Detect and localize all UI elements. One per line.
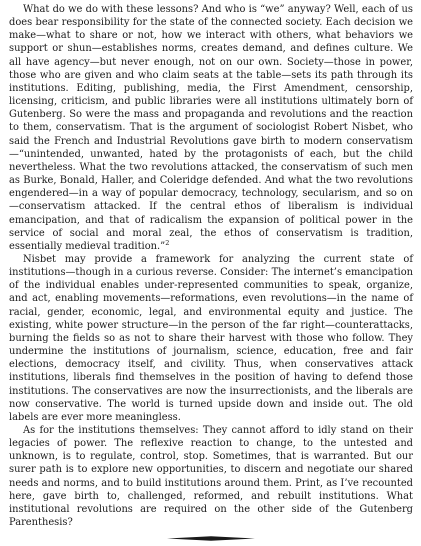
footnote-marker[interactable]: 2 <box>165 238 170 247</box>
section-end-ornament <box>167 536 255 541</box>
paragraph-text: As for the institutions themselves: They cannot afford to idly stand on their legacies of power. The reflexive reaction to change, to the untested and unknown, is to regulate, control, stop. Sometimes, that is warranted. But our surer path is to explore new opportunities, to discern and negotiate our shared needs and norms, and to build institutions around them. Print, as I’ve recounted here, gave birth to, challenged, reformed, and rebuilt institutions. What institutional revolutions are required on the other side of the Gutenberg Parenthesis? <box>9 425 413 529</box>
paragraph <box>9 253 413 424</box>
page-body <box>9 3 413 529</box>
paragraph <box>9 3 413 253</box>
paragraph-text: What do we do with these lessons? And who is “we” anyway? Well, each of us does bear responsibility for the state of the connected society. Each decision we make—what to share or not, how we interact with others, what behaviors we support or shun—establishes norms, creates demand, and defines culture. We all have agency—but never enough, not on our own. Society—those in power, those who are given and who claim seats at the table—sets its path through its institutions. Editing, publishing, media, the First Amendment, censorship, licensing, criticism, and public libraries were all institutions ultimately born of Gutenberg. So were the mass and propaganda and revolutions and the reaction to them, conservatism. That is the argument of sociologist Robert Nisbet, who said the French and Industrial Revolutions gave birth to modern conservatism—“unintended, unwanted, hated by the protagonists of each, but the child nevertheless. What the two revolutions attacked, the conservatism of such men as Burke, Bonald, Haller, and Coleridge defended. And what the two revolutions engendered—in a way of popular democracy, technology, secularism, and so on—conservatism attacked. If the central ethos of liberalism is individual emancipation, and that of radicalism the expansion of political power in the service of social and moral zeal, the ethos of conservatism is tradition, essentially medieval tradition.” <box>9 4 413 252</box>
paragraph <box>9 424 413 529</box>
paragraph-text: Nisbet may provide a framework for analyzing the current state of institutions—though in a curious reverse. Consider: The internet’s emancipation of the individual enables under-represented communities to speak, organize, and act, enabling movements—reformations, even revolutions—in the name of racial, gender, economic, legal, and environmental equity and justice. The existing, white power structure—in the person of the far right—counterattacks, burning the fields so as not to share their harvest with those who follow. They undermine the institutions of journalism, science, education, free and fair elections, democracy itself, and civility. Thus, when conservatives attack institutions, liberals find themselves in the position of having to defend those institutions. The conservatives are now the insurrectionists, and the liberals are now conservative. The world is turned upside down and inside out. The old labels are ever more meaningless. <box>9 253 413 423</box>
